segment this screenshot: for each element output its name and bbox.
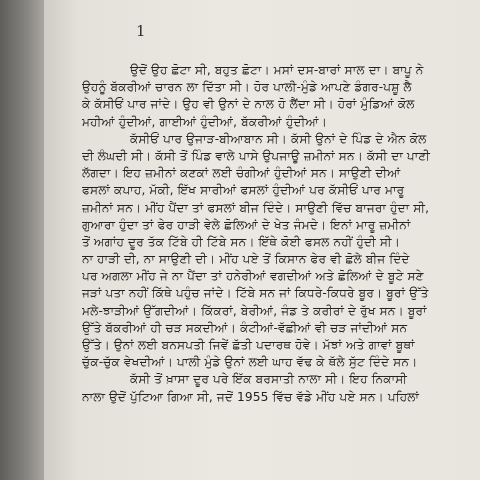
text-line: ਜੜਾਂ ਪਤਾ ਨਹੀਂ ਕਿੱਥੇ ਪਹੁੰਚ ਜਾਂਦੇ। ਟਿੱਬੇ ਸਨ ਜਾਂ ਕਿਧਰੇ-ਕਿਧਰੇ ਬੂਰ। ਬੂਰਾਂ ਉੱਤੇ xyxy=(82,286,429,301)
text-line: ਉੱਤੇ ਬੱਕਰੀਆਂ ਹੀ ਚੜ ਸਕਦੀਆਂ। ਕੰਟੀਆਂ-ਵੱਛੀਆਂ ਵੀ ਚੜ ਜਾਂਦੀਆਂ ਸਨ xyxy=(82,320,408,335)
text-line: ਕੱਸੀ ਤੋਂ ਖ਼ਾਸਾ ਦੂਰ ਪਰੇ ਇੱਕ ਬਰਸਾਤੀ ਨਾਲਾ ਸੀ। ਇਹ ਨਿਕਾਸੀ xyxy=(130,372,408,387)
text-line: ਉੱਤੇ। ਉਨਾਂ ਲਈ ਬਨਸਪਤੀ ਜਿਵੇਂ ਛੱਤੀ ਪਦਾਰਥ ਹੋਵੇ। ਮੱਝਾਂ ਅਤੇ ਗਾਵਾਂ ਬੂਥਾਂ xyxy=(82,338,415,352)
text-line: ਲੱਗਦਾ। ਇਹ ਜ਼ਮੀਨਾਂ ਕਣਕਾਂ ਲਈ ਚੰਗੀਆਂ ਹੁੰਦੀਆਂ ਸਨ। ਸਾਉਣੀ ਦੀਆਂ xyxy=(82,166,401,181)
text-line: ਉਹਨੂੰ ਬੱਕਰੀਆਂ ਚਾਰਨ ਲਾ ਦਿੱਤਾ ਸੀ। ਹੋਰ ਪਾਲੀ-ਮੁੰਡੇ ਆਪਣੇ ਡੰਗਰ-ਪਸ਼ੂ ਲੈ xyxy=(82,80,412,95)
text-line: ਤੋਂ ਅਗਾਂਹ ਦੂਰ ਤੱਕ ਟਿੱਬੇ ਹੀ ਟਿੱਬੇ ਸਨ। ਇੱਥੇ ਕੋਈ ਫਸਲ ਨਹੀਂ ਹੁੰਦੀ ਸੀ। xyxy=(82,234,401,249)
text-line: ਫਸਲਾਂ ਕਪਾਹ, ਮੱਕੀ, ਇੱਖ ਸਾਰੀਆਂ ਫਸਲਾਂ ਹੁੰਦੀਆਂ ਪਰ ਕੱਸੀਓਂ ਪਾਰ ਮਾਰੂ xyxy=(82,183,405,198)
text-line: ਜ਼ਮੀਨਾਂ ਸਨ। ਮੀਂਹ ਪੈਂਦਾ ਤਾਂ ਫਸਲਾਂ ਬੀਜ ਦਿੰਦੇ। ਸਾਉਣੀ ਵਿੱਚ ਬਾਜਰਾ ਹੁੰਦਾ ਸੀ, xyxy=(82,200,430,215)
text-line: ਮਹੀਆਂ ਹੁੰਦੀਆਂ, ਗਾਈਆਂ ਹੁੰਦੀਆਂ, ਬੱਕਰੀਆਂ ਹੁੰਦੀਆਂ। xyxy=(82,114,328,129)
text-line: ਪਰ ਅਗਲਾ ਮੀਂਹ ਜੇ ਨਾ ਪੈਂਦਾ ਤਾਂ ਹਨੇਰੀਆਂ ਵਗਦੀਆਂ ਅਤੇ ਛੋਲਿਆਂ ਦੇ ਬੂਟੇ ਸਣੇ xyxy=(82,269,424,284)
text-line: ਨਾ ਹਾੜੀ ਦੀ, ਨਾ ਸਾਉਣੀ ਦੀ। ਮੀਂਹ ਪਏ ਤੋਂ ਕਿਸਾਨ ਫੇਰ ਵੀ ਛੋਲੇ ਬੀਜ ਦਿੰਦੇ xyxy=(82,252,410,267)
text-line: ਕੱਸੀਓਂ ਪਾਰ ਉਜਾੜ-ਬੀਆਬਾਨ ਸੀ। ਕੱਸੀ ਉਨਾਂ ਦੇ ਪਿੰਡ ਦੇ ਐਨ ਕੋਲ xyxy=(130,131,427,146)
text-line: ਕੇ ਕੱਸੀਓਂ ਪਾਰ ਜਾਂਦੇ। ਉਹ ਵੀ ਉਨਾਂ ਦੇ ਨਾਲ ਹੋ ਲੈਂਦਾ ਸੀ। ਹੋਰਾਂ ਮੁੰਡਿਆਂ ਕੋਲ xyxy=(82,97,415,112)
page-number: 1 xyxy=(136,22,146,40)
text-line: ਉਦੋਂ ਉਹ ਛੋਟਾ ਸੀ, ਬਹੁਤ ਛੋਟਾ। ਮਸਾਂ ਦਸ-ਬਾਰਾਂ ਸਾਲ ਦਾ। ਬਾਪੂ ਨੇ xyxy=(130,63,424,77)
text-line: ਗੁਆਰਾ ਹੁੰਦਾ ਤਾਂ ਫੇਰ ਹਾੜੀ ਵੇਲੇ ਛੋਲਿਆਂ ਦੇ ਖੇਤ ਜੰਮਦੇ। ਇਨਾਂ ਮਾਰੂ ਜ਼ਮੀਨਾਂ xyxy=(82,217,411,232)
text-line: ਦੀ ਲੰਘਦੀ ਸੀ। ਕੱਸੀ ਤੋਂ ਪਿੰਡ ਵਾਲੇ ਪਾਸੇ ਉਪਜਾਊ ਜ਼ਮੀਨਾਂ ਸਨ। ਕੱਸੀ ਦਾ ਪਾਣੀ xyxy=(82,148,431,163)
book-page xyxy=(44,0,480,480)
text-line: ਮਲੇ-ਝਾੜੀਆਂ ਉੱਗਦੀਆਂ। ਕਿੱਕਰਾਂ, ਬੇਰੀਆਂ, ਜੰਡ ਤੇ ਕਰੀਰਾਂ ਦੇ ਰੁੱਖ ਸਨ। ਬੂਰਾਂ xyxy=(82,303,427,318)
text-line: ਚੁੱਕ-ਚੁੱਕ ਵੇਖਦੀਆਂ। ਪਾਲੀ ਮੁੰਡੇ ਉਨਾਂ ਲਈ ਘਾਹ ਵੱਢ ਕੇ ਥੱਲੇ ਸੁੱਟ ਦਿੰਦੇ ਸਨ। xyxy=(82,355,418,370)
text-line: ਨਾਲਾ ਉਦੋਂ ਪੁੱਟਿਆ ਗਿਆ ਸੀ, ਜਦੋਂ 1955 ਵਿੱਚ ਵੱਡੇ ਮੀਂਹ ਪਏ ਸਨ। ਪਹਿਲਾਂ xyxy=(82,389,420,404)
body-text xyxy=(82,62,474,406)
